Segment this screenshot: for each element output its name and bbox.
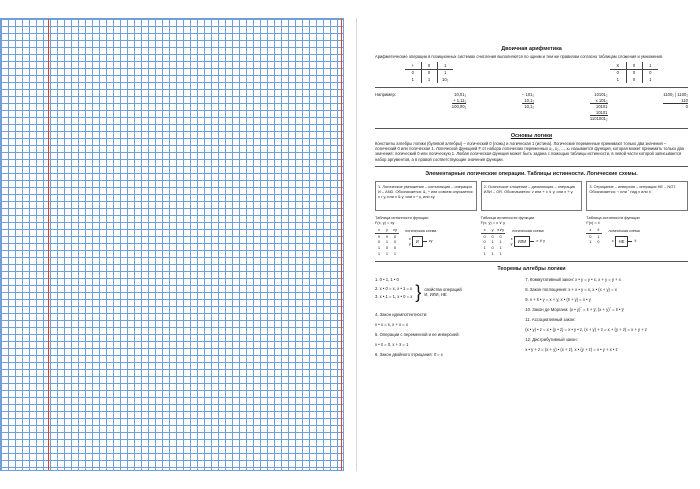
example-label: Например: bbox=[375, 92, 396, 98]
subtraction-example bbox=[522, 92, 534, 121]
example-line: + 1,11₂ bbox=[453, 97, 467, 103]
schema-title: логическая схема bbox=[512, 229, 544, 234]
example-line: x 101₂ bbox=[595, 97, 608, 103]
table-cell: 0 bbox=[393, 245, 397, 251]
schema-title: логическая схема bbox=[608, 229, 640, 234]
elementary-title: Элементарные логические операции. Таблицы истинности. Логические схемы. bbox=[425, 170, 638, 177]
table-cell: 0 bbox=[483, 239, 486, 245]
example-line: 10101₂ bbox=[594, 92, 608, 98]
table-cell: 0 bbox=[385, 233, 389, 239]
not-truth-section bbox=[586, 215, 688, 257]
table-cell: 0 bbox=[377, 233, 381, 239]
table-cell: 0 bbox=[385, 245, 389, 251]
table-cell: x̄ bbox=[594, 227, 602, 233]
table-cell: 0 bbox=[626, 69, 642, 76]
spine-line bbox=[341, 19, 342, 470]
table-cell: X bbox=[610, 62, 626, 69]
negation-box: 3. Отрицание – инверсия – операция НЕ – NOT. Обозначается: ¬ или ˉ над x или x'. bbox=[586, 181, 688, 211]
table-cell: 1 bbox=[483, 245, 486, 251]
example-line: – 101₂ bbox=[522, 92, 535, 98]
conjunction-box: 1. Логическое умножение – конъюнкция – операция И – AND. Обозначается: &, ^ или совсем опускается: x • y, или x & y, или x ^ y, или xy. bbox=[375, 181, 477, 211]
theorems-left bbox=[375, 277, 519, 362]
table-cell: 1 bbox=[405, 76, 421, 83]
theorem-line: x • y + z = (x + y) • (x + z), x • (y + z) = x • y + x • z bbox=[525, 347, 618, 353]
not-gate-schema: логическая схема x НЕ x̄ bbox=[608, 229, 639, 247]
multiplication-table bbox=[610, 62, 658, 83]
table-cell: 1 bbox=[385, 239, 389, 245]
tt-label: Таблица истинности функции bbox=[375, 214, 429, 220]
not-gate: НЕ bbox=[615, 236, 629, 247]
table-cell: x bbox=[375, 227, 383, 233]
function-label: F(x, y) = xy bbox=[375, 219, 395, 225]
theorem-line: 12. Дистрибутивный закон: bbox=[525, 337, 578, 343]
binary-intro: Арифметические операции в позиционных системах счисления выполняются по одним и тем же правилам согласно таблицам сложения и умножения. bbox=[375, 54, 664, 60]
example-rule bbox=[663, 103, 688, 104]
table-cell: 1 bbox=[444, 70, 447, 76]
divider bbox=[375, 128, 688, 129]
theorem-line: 1. 0 • 1, 1 • 0 bbox=[375, 277, 399, 283]
table-cell: 1 bbox=[393, 251, 397, 257]
multiplication-example bbox=[590, 92, 608, 121]
example-line: 1100₂ | 1100₂ bbox=[663, 92, 688, 98]
table-cell: 0 bbox=[626, 76, 642, 83]
theorem-line: 8. Закон поглощения: x + x • y = x, x • (x + y) = x bbox=[525, 287, 617, 293]
gate-output: x̄ bbox=[634, 239, 637, 244]
theorem-line: 3. x • 1 = 1, x • 0 = x bbox=[375, 293, 413, 299]
theorems-title: Теоремы алгебры логики bbox=[497, 266, 566, 273]
table-cell: 1 bbox=[421, 76, 437, 83]
arithmetic-examples bbox=[375, 92, 688, 121]
table-cell: 1 bbox=[597, 233, 600, 239]
table-cell: 1 bbox=[385, 251, 389, 257]
theorems-body bbox=[375, 277, 688, 362]
table-cell: 0 bbox=[405, 69, 421, 76]
function-label: F(x) = x̄ bbox=[586, 219, 600, 225]
divider bbox=[375, 87, 688, 88]
table-cell: 1 bbox=[437, 62, 453, 69]
table-cell: 1 bbox=[499, 251, 502, 257]
example-line: 10,01₂ bbox=[454, 92, 467, 98]
table-cell: 1 bbox=[491, 251, 494, 257]
operations-row bbox=[375, 181, 688, 211]
table-cell: 0 bbox=[421, 69, 437, 76]
theorem-line: 2. x • 0 = x, x • 1 = x bbox=[375, 285, 413, 291]
and-gate-schema: логическая схема x y И xy bbox=[405, 229, 437, 246]
table-cell: 0 bbox=[393, 239, 397, 245]
theorem-line: 10. Закон де Моргана: (x • y)‾ = x̄ + ȳ, (x + y)‾ = x̄ • ȳ bbox=[525, 307, 624, 313]
table-cell: 0 bbox=[483, 233, 486, 239]
table-cell: x bbox=[586, 227, 594, 233]
table-cell: 0 bbox=[377, 239, 381, 245]
theorem-line: x • x = x, x + x = x bbox=[375, 321, 408, 327]
table-cell: 1 bbox=[649, 77, 652, 83]
table-cell: 0 bbox=[421, 62, 437, 69]
table-cell: x∨y bbox=[497, 227, 505, 233]
theorem-line: (x • y) • z = x • (y • z) = x • y • z, (x + y) + z = x + (y + z) = x + y + z bbox=[525, 327, 647, 333]
table-cell: 0 bbox=[491, 233, 494, 239]
theorem-line: x • x̄ = 0, x + x̄ = 1 bbox=[375, 341, 409, 347]
example-line: 10,1₂ bbox=[524, 104, 535, 110]
table-cell: 0 bbox=[491, 245, 494, 251]
table-cell: 1 bbox=[499, 245, 502, 251]
theorems-right bbox=[525, 277, 688, 362]
or-truth-table bbox=[481, 227, 505, 257]
addition-example bbox=[452, 92, 466, 121]
function-label: F(x, y) = x ∨ y bbox=[480, 219, 506, 225]
table-cell: 1 bbox=[499, 239, 502, 245]
gate-output: x ∨ y bbox=[536, 239, 546, 244]
table-cell: 0 bbox=[589, 233, 592, 239]
table-cell: 0 bbox=[610, 69, 626, 76]
example-line: 0 bbox=[685, 104, 688, 110]
example-line: 100,00₂ bbox=[451, 104, 467, 110]
truth-tables-row bbox=[375, 215, 688, 257]
example-line: 10,1₂ bbox=[524, 97, 535, 103]
table-cell: 0 bbox=[649, 70, 652, 76]
margin-line bbox=[48, 19, 49, 470]
table-cell: 1 bbox=[377, 245, 381, 251]
table-cell: 1 bbox=[491, 239, 494, 245]
not-truth-table bbox=[586, 227, 602, 245]
theorem-line: 9. x + x̄ • y = x + y, x • (x̄ + y) = x • y bbox=[525, 297, 591, 303]
brace-label: свойства операций И, ИЛИ, НЕ bbox=[424, 286, 462, 298]
table-cell: 1 bbox=[483, 251, 486, 257]
table-cell: 0 bbox=[597, 239, 600, 245]
reference-page bbox=[356, 18, 700, 471]
gate-output: xy bbox=[428, 239, 433, 244]
table-cell: 1 bbox=[589, 239, 592, 245]
arithmetic-tables bbox=[405, 62, 658, 83]
table-cell: y bbox=[383, 227, 391, 233]
example-line: 1101001₂ bbox=[589, 116, 608, 122]
logic-title: Основы логики bbox=[510, 132, 553, 139]
binary-title: Двоичная арифметика bbox=[501, 46, 562, 52]
division-example bbox=[663, 92, 688, 121]
table-cell: 10₂ bbox=[442, 77, 449, 83]
table-cell: y bbox=[489, 227, 497, 233]
table-cell: 1 bbox=[377, 251, 381, 257]
table-cell: 0 bbox=[626, 62, 642, 69]
graph-paper-page bbox=[0, 18, 344, 471]
example-line: 110 bbox=[681, 97, 688, 103]
theorem-line: 4. Закон идемпотентности: bbox=[375, 311, 428, 317]
divider bbox=[375, 166, 688, 167]
table-cell: 1 bbox=[642, 62, 658, 69]
theorem-line: 11. Ассоциативный закон: bbox=[525, 317, 576, 323]
theorem-line: 5. Операции с переменной и ее инверсией: bbox=[375, 331, 460, 337]
table-cell: + bbox=[405, 62, 421, 69]
and-gate: И bbox=[412, 236, 423, 247]
example-line: 10101 bbox=[595, 104, 608, 110]
table-cell: 1 bbox=[610, 76, 626, 83]
and-truth-section bbox=[375, 215, 477, 257]
table-cell: x bbox=[481, 227, 489, 233]
tt-label: Таблица истинности функции bbox=[586, 214, 640, 220]
divider bbox=[375, 261, 688, 262]
or-gate: ИЛИ bbox=[514, 236, 531, 247]
table-cell: 0 bbox=[499, 233, 502, 239]
theorem-line: 7. Коммутативный закон: x • y = y • x, x + y = y + x bbox=[525, 277, 621, 283]
or-gate-schema: логическая схема x y ИЛИ x ∨ y bbox=[510, 229, 546, 246]
example-line: 10101 bbox=[595, 109, 608, 115]
table-cell: xy bbox=[393, 227, 397, 233]
schema-title: логическая схема bbox=[405, 229, 437, 234]
table-cell: 0 bbox=[393, 233, 397, 239]
brace-icon: } bbox=[415, 282, 422, 303]
or-truth-section bbox=[481, 215, 583, 257]
addition-table bbox=[405, 62, 453, 83]
and-truth-table bbox=[375, 227, 399, 257]
tt-label: Таблица истинности функции bbox=[480, 214, 535, 220]
logic-text: Константы алгебры логики (булевой алгебры) – логический 0 (ложь) и логическая 1 (истина). Логические переменные принимают только два значения – логический 0 или логическая 1. Логической функцией F от набора логических переменных x₁, x₂, ..., xₙ называется функция, которая может принимать только два значения: логический 0 или логическую 1. Любая логическая функция может быть задана с помощью таблицы истинности, в левой части которой записывается набор аргументов, а в правой соответствующие значения функции. bbox=[375, 140, 684, 162]
theorem-line: 6. Закон двойного отрицания: x̄̄ = x bbox=[375, 351, 443, 357]
disjunction-box: 2. Логическое сложение – дизъюнкция – операция ИЛИ – OR. Обозначается: v или + x ∨ y, или x + y. bbox=[481, 181, 583, 211]
